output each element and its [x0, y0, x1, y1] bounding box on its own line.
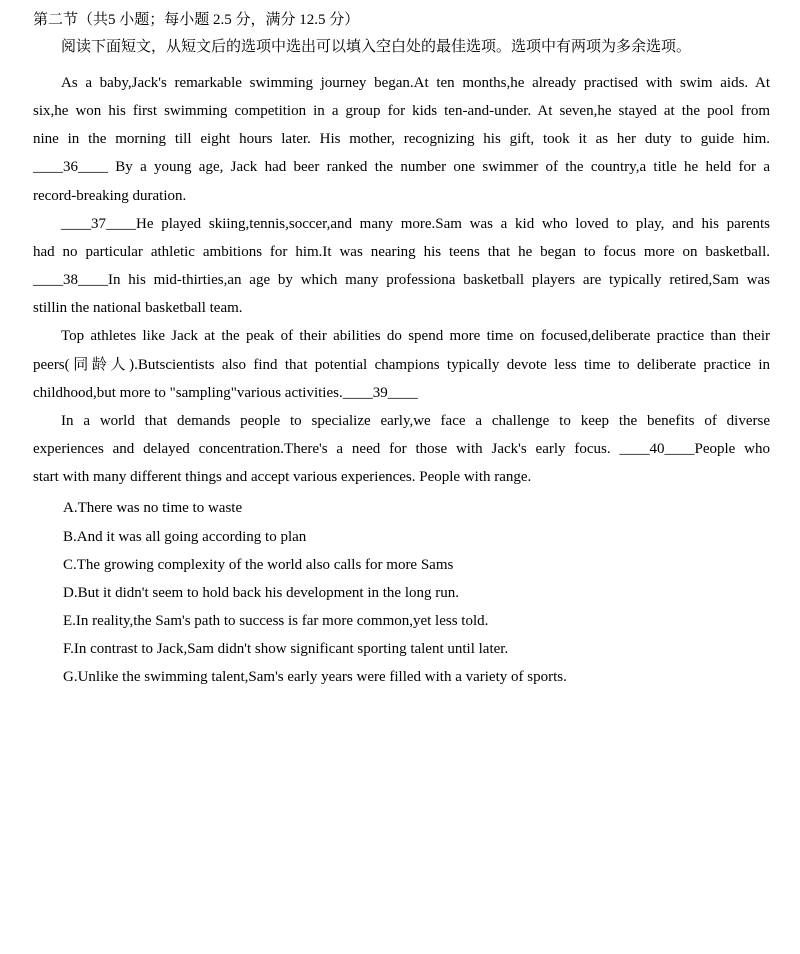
option-label: E. — [63, 612, 76, 629]
option-c — [33, 551, 770, 579]
option-text: There was no time to waste — [77, 500, 243, 517]
option-text: In reality,the Sam's path to success is far more common,yet less told. — [75, 612, 489, 629]
option-e — [33, 607, 770, 635]
passage — [33, 69, 770, 491]
option-text: In contrast to Jack,Sam didn't show significant sporting talent until later. — [73, 641, 509, 658]
passage-line: peers(同龄人).Butscientists also find that potential champions typically devote less time to deliberate practice in — [33, 356, 770, 373]
option-text: And it was all going according to plan — [76, 528, 307, 545]
passage-line-blank-40: experiences and delayed concentration.There's a need for those with Jack's early focus. ____40____People who — [33, 441, 770, 458]
option-label: F. — [63, 641, 74, 658]
option-label: G. — [63, 669, 78, 686]
passage-line: nine in the morning till eight hours later. His mother, recognizing his gift, took it as her duty to guide him. — [33, 131, 770, 148]
option-list — [33, 494, 770, 691]
passage-line: In a world that demands people to specialize early,we face a challenge to keep the benefits of diverse — [61, 412, 770, 429]
option-text: Unlike the swimming talent,Sam's early years were filled with a variety of sports. — [77, 669, 567, 686]
passage-line-blank-39: childhood,but more to "sampling"various activities.____39____ — [33, 384, 418, 401]
option-label: C. — [63, 556, 77, 573]
option-label: A. — [63, 500, 78, 517]
option-text: But it didn't seem to hold back his development in the long run. — [77, 584, 459, 601]
passage-line-blank-36: ____36____ By a young age, Jack had beer ranked the number one swimmer of the country,a title he held for a — [33, 159, 770, 176]
option-d — [33, 579, 770, 607]
option-f — [33, 635, 770, 663]
instruction-text: 阅读下面短文，从短文后的选项中选出可以填入空白处的最佳选项。选项中有两项为多余选项。 — [61, 39, 692, 55]
passage-line: six,he won his first swimming competition in a group for kids ten-and-under. At seven,he stayed at the pool from — [33, 103, 770, 120]
passage-line-blank-38: ____38____In his mid-thirties,an age by which many professiona basketball players are typically retired,Sam was — [33, 272, 770, 289]
option-text: The growing complexity of the world also calls for more Sams — [76, 556, 454, 573]
passage-line: start with many different things and accept various experiences. People with range. — [33, 469, 532, 486]
option-b — [33, 523, 770, 551]
passage-line: Top athletes like Jack at the peak of their abilities do spend more time on focused,deliberate practice than their — [61, 328, 770, 345]
passage-line: As a baby,Jack's remarkable swimming journey began.At ten months,he already practised with swim aids. At — [61, 75, 770, 91]
passage-line: record-breaking duration. — [33, 187, 187, 204]
option-label: B. — [63, 528, 77, 545]
section-header: 第二节（共5 小题；每小题 2.5 分，满分 12.5 分） — [33, 12, 360, 28]
passage-line: had no particular athletic ambitions for him.It was nearing his teens that he began to focus more on basketball. — [33, 243, 770, 260]
option-a — [33, 494, 770, 522]
option-g — [33, 663, 770, 691]
passage-line: stillin the national basketball team. — [33, 300, 243, 317]
passage-line-blank-37: ____37____He played skiing,tennis,soccer,and many more.Sam was a kid who loved to play, and his parents — [61, 215, 770, 232]
option-label: D. — [63, 584, 78, 601]
